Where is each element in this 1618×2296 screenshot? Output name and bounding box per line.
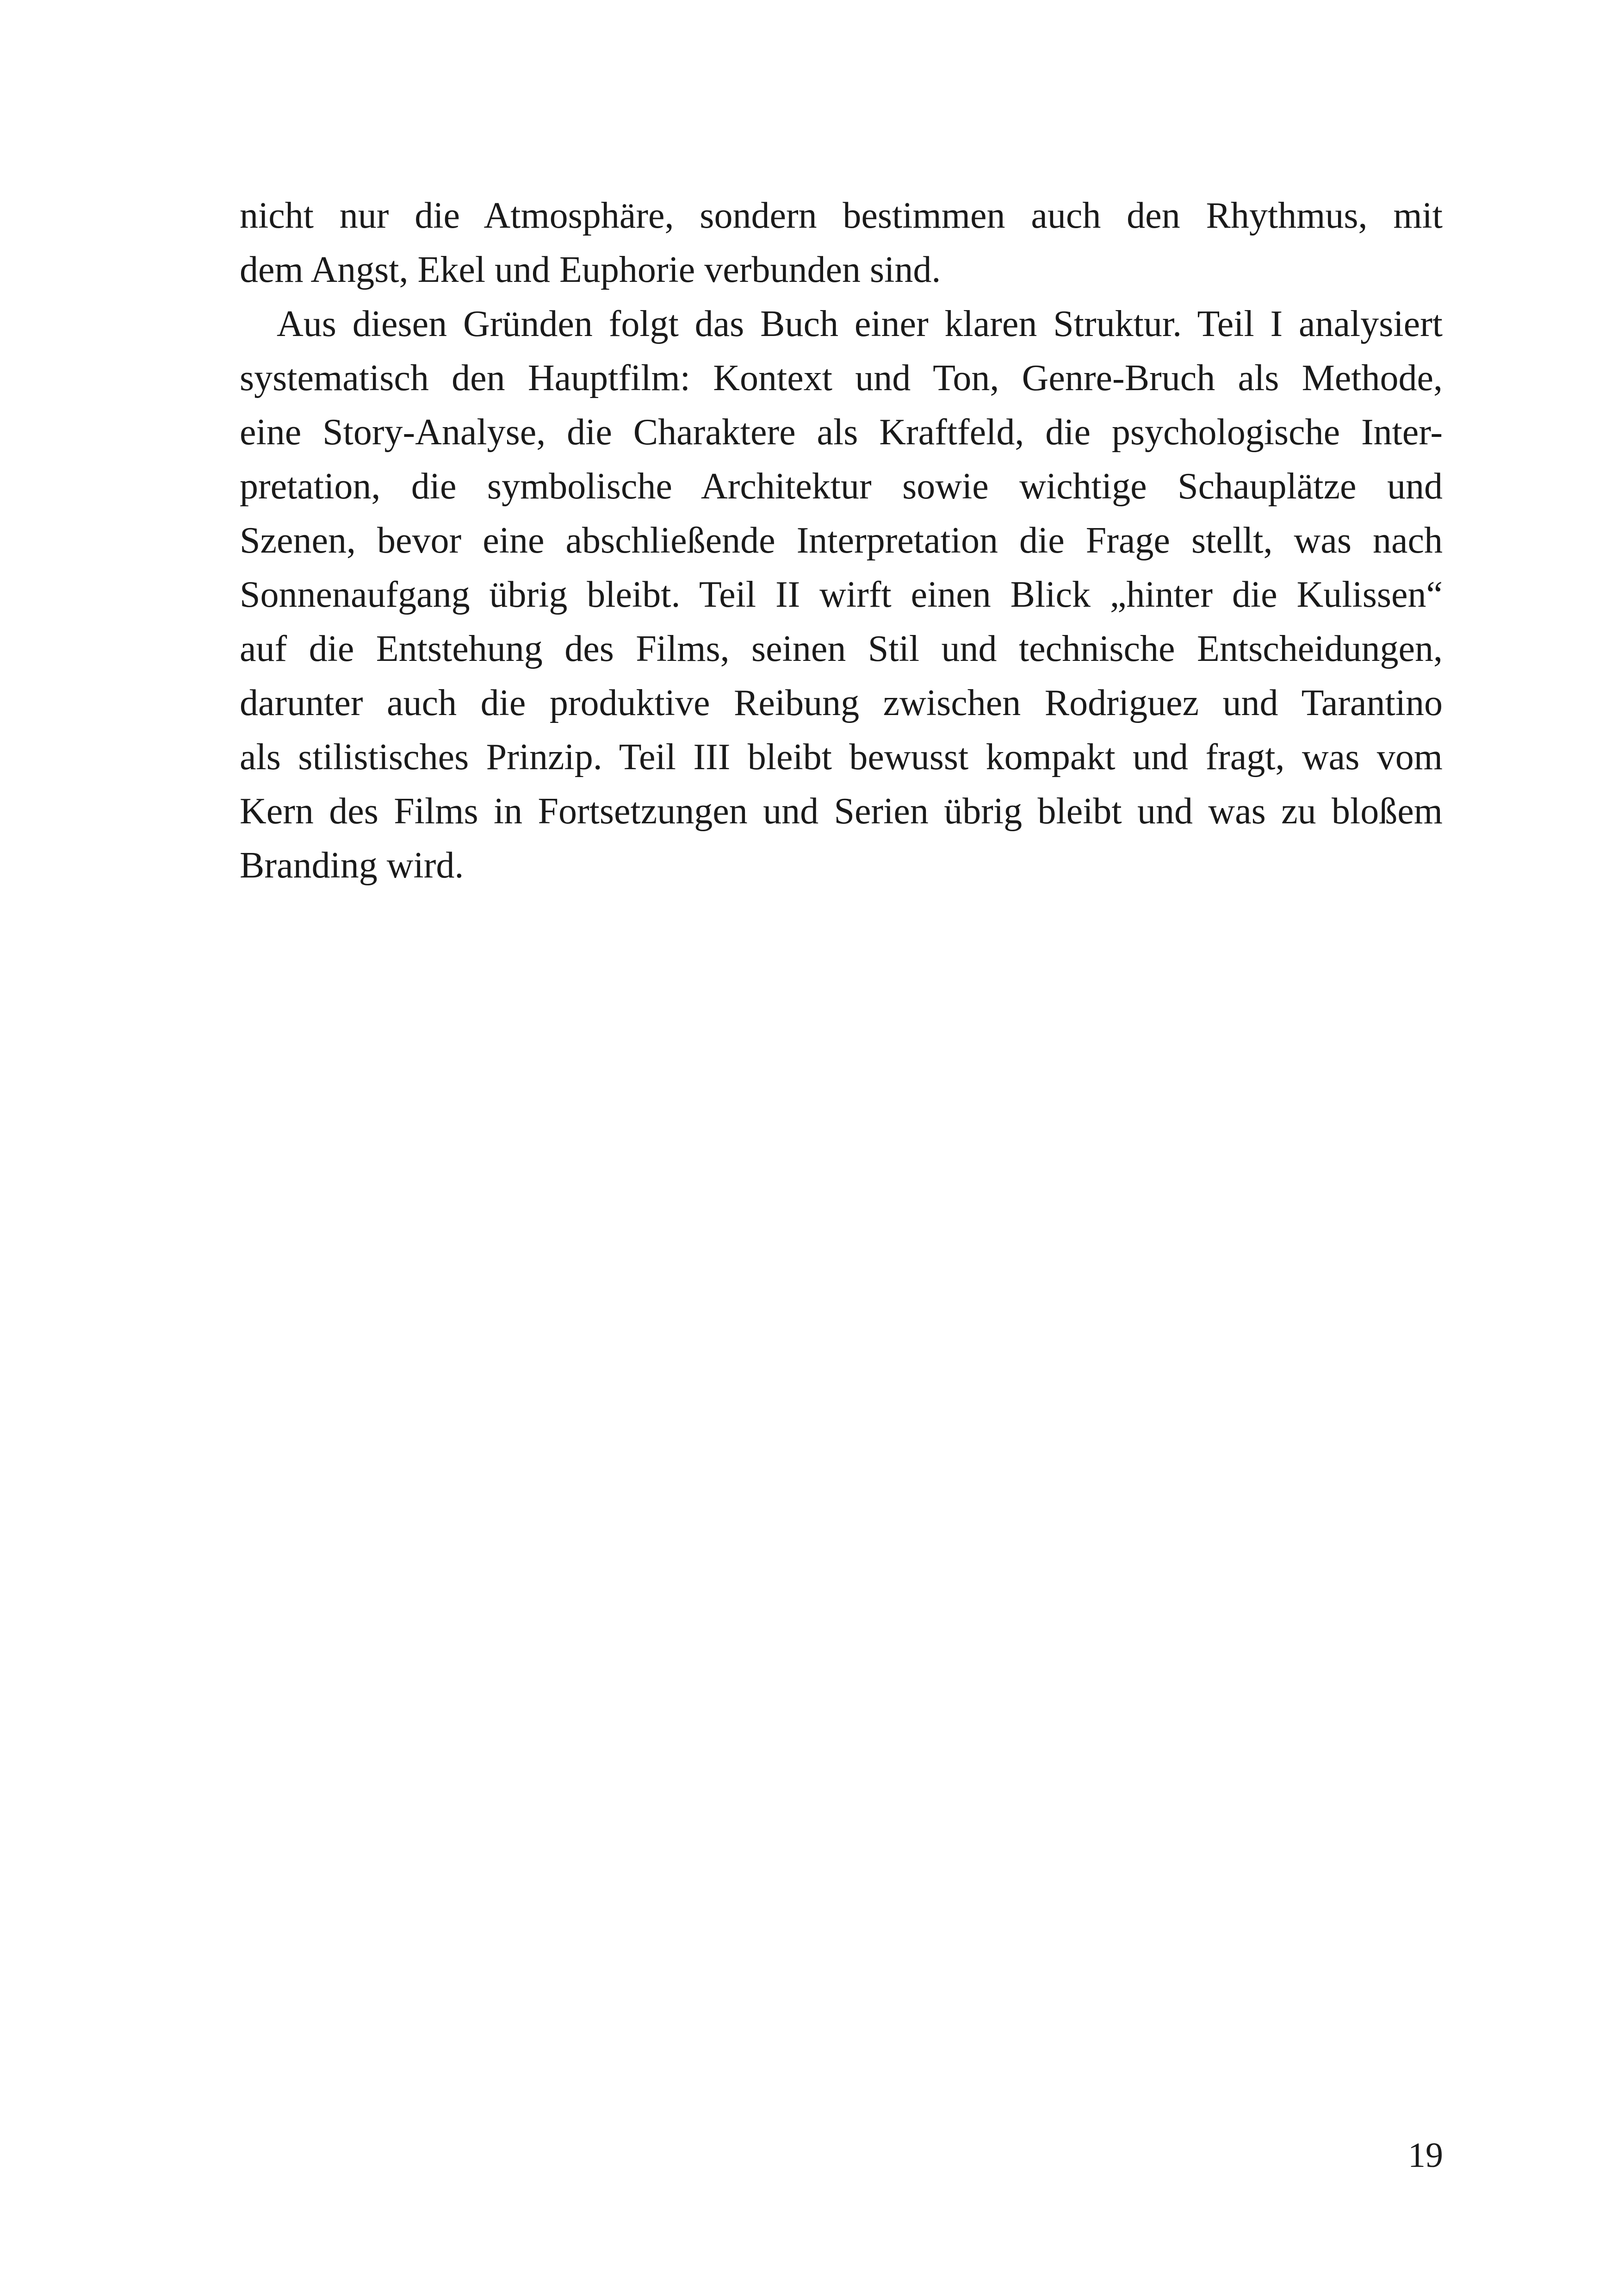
- paragraph-2: [240, 297, 1443, 893]
- body-text: [240, 189, 1443, 893]
- text-line: darunter auch die produktive Reibung zwischen Rodriguez und Tarantino: [240, 683, 1443, 723]
- paragraph-1: [240, 189, 1443, 297]
- text-line: eine Story-Analyse, die Charaktere als Kraftfeld, die psychologische Inter-: [240, 412, 1443, 453]
- text-line: Szenen, bevor eine abschließende Interpretation die Frage stellt, was nach: [240, 520, 1443, 561]
- text-line: pretation, die symbolische Architektur sowie wichtige Schauplätze und: [240, 466, 1443, 507]
- text-line: Branding wird.: [240, 845, 464, 886]
- page-number: 19: [1408, 2136, 1443, 2175]
- text-line: dem Angst, Ekel und Euphorie verbunden sind.: [240, 249, 941, 290]
- text-line: Sonnenaufgang übrig bleibt. Teil II wirft einen Blick „hinter die Kulissen“: [240, 574, 1443, 615]
- text-line: auf die Entstehung des Films, seinen Stil und technische Entscheidungen,: [240, 628, 1443, 669]
- text-line: nicht nur die Atmosphäre, sondern bestimmen auch den Rhythmus, mit: [240, 195, 1443, 236]
- text-line: Kern des Films in Fortsetzungen und Serien übrig bleibt und was zu bloßem: [240, 791, 1443, 832]
- text-line: Aus diesen Gründen folgt das Buch einer klaren Struktur. Teil I analysiert: [277, 304, 1443, 344]
- text-line: als stilistisches Prinzip. Teil III bleibt bewusst kompakt und fragt, was vom: [240, 737, 1443, 778]
- text-line: systematisch den Hauptfilm: Kontext und Ton, Genre-Bruch als Methode,: [240, 358, 1443, 398]
